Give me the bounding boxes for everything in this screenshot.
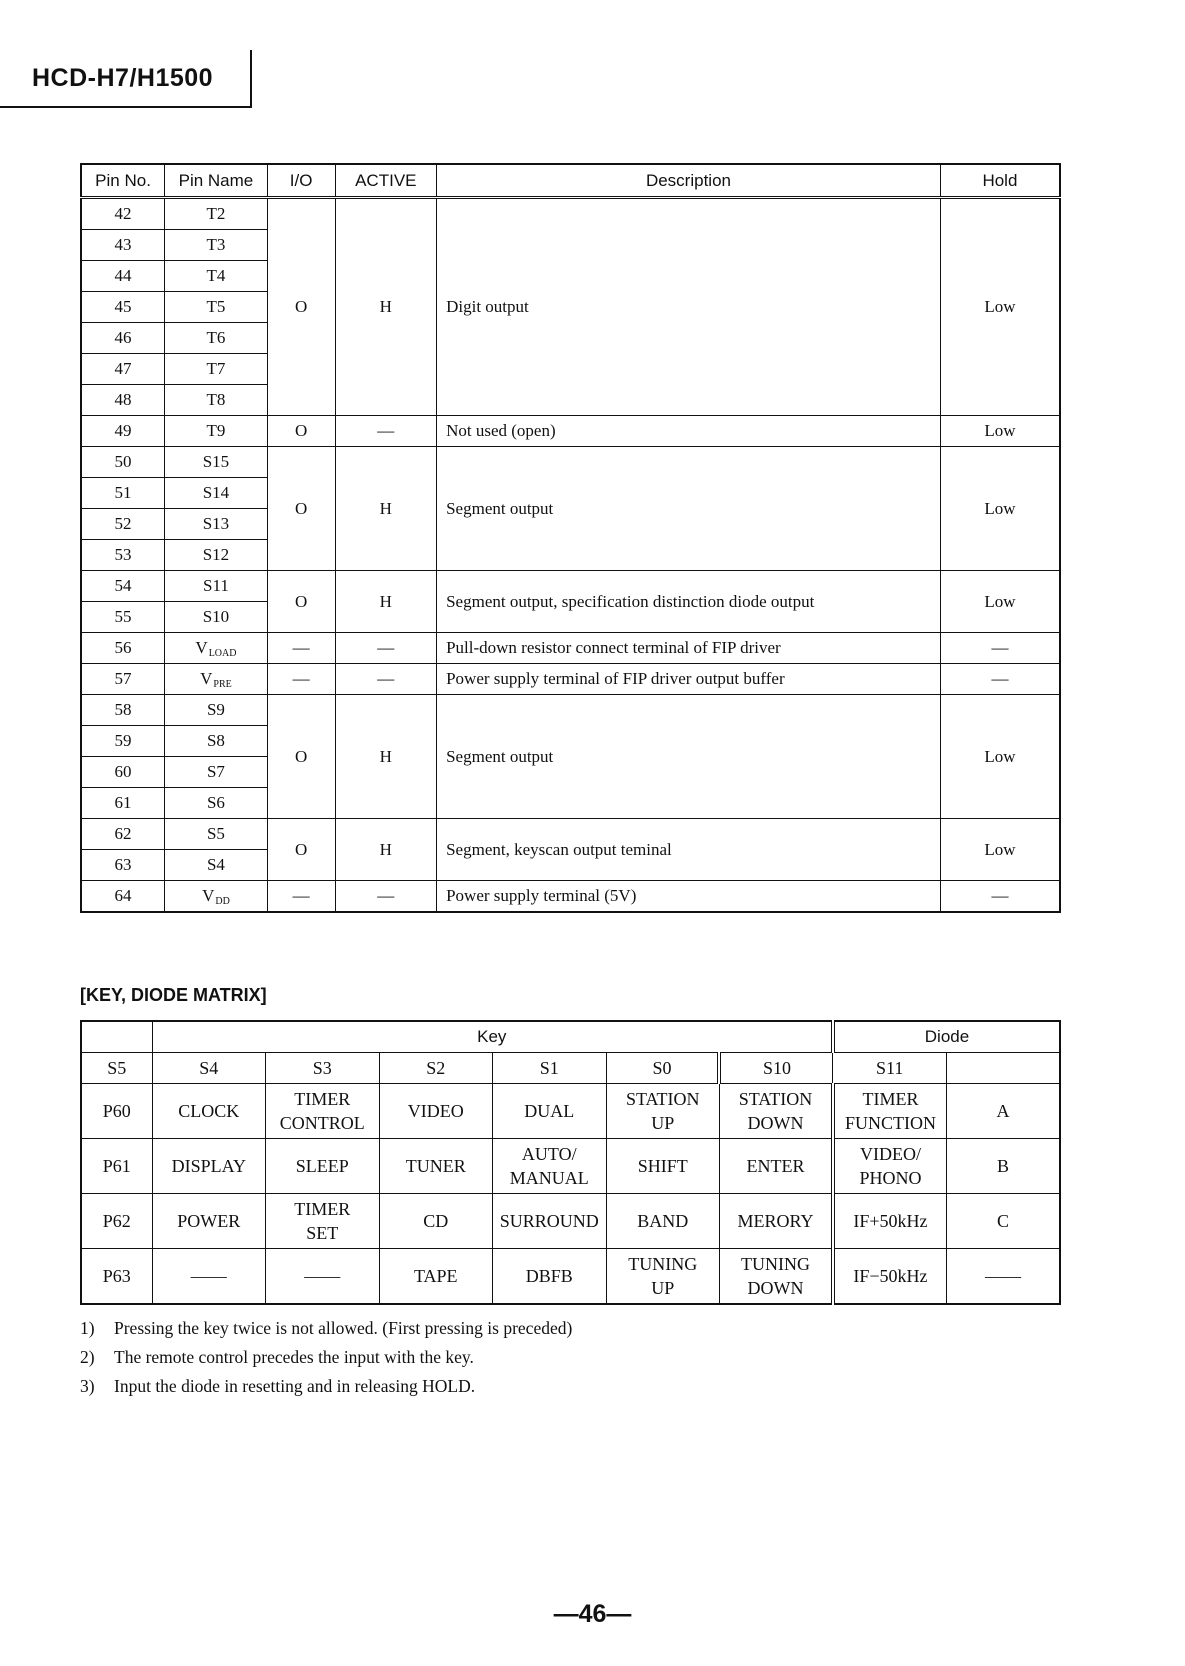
matrix-cell-line: SLEEP: [295, 1156, 349, 1176]
pin-name-text: S11: [203, 576, 229, 595]
matrix-cell: [493, 1139, 606, 1194]
matrix-heading: [KEY, DIODE MATRIX]: [80, 985, 267, 1005]
pin-name: [165, 354, 268, 385]
active-level: H: [335, 571, 437, 633]
matrix-cell-line: TUNER: [405, 1156, 466, 1176]
pin-name: [165, 292, 268, 323]
matrix-column-header: S2: [379, 1053, 492, 1084]
pin-name: [165, 633, 268, 664]
matrix-cell: [493, 1084, 606, 1139]
pin-name: [165, 819, 268, 850]
col-header-active: ACTIVE: [335, 164, 437, 198]
pin-number: 62: [81, 819, 165, 850]
table-row: [81, 664, 1060, 695]
matrix-cell-line: CLOCK: [178, 1101, 240, 1121]
pin-name: [165, 540, 268, 571]
active-level: —: [335, 416, 437, 447]
matrix-cell-line: TUNING: [740, 1254, 810, 1274]
pin-name-subscript: DD: [215, 895, 230, 907]
matrix-row: [81, 1139, 1060, 1194]
matrix-column-header: S3: [266, 1053, 379, 1084]
matrix-body: [81, 1053, 1060, 1305]
matrix-cell-line: PHONO: [859, 1168, 922, 1188]
matrix-cell-line: ——: [190, 1266, 227, 1286]
matrix-group-header-row: [81, 1021, 1060, 1053]
pin-number: 57: [81, 664, 165, 695]
matrix-cell-line: UP: [651, 1278, 675, 1298]
pin-name: [165, 788, 268, 819]
hold-state: —: [940, 664, 1060, 695]
table-row: [81, 819, 1060, 850]
pin-name: [165, 757, 268, 788]
pin-name: [165, 261, 268, 292]
pin-number: 42: [81, 198, 165, 230]
matrix-cell: [379, 1084, 492, 1139]
pin-name-text: S13: [202, 514, 230, 533]
note-item: [80, 1347, 572, 1376]
matrix-cell-line: STATION: [625, 1089, 700, 1109]
matrix-cell-line: TIMER: [862, 1089, 919, 1109]
matrix-cell-line: DISPLAY: [171, 1156, 246, 1176]
pin-number: 55: [81, 602, 165, 633]
matrix-column-header: S11: [833, 1053, 946, 1084]
matrix-cell: [833, 1249, 946, 1305]
matrix-cell-line: VIDEO/: [859, 1144, 921, 1164]
matrix-cell: [493, 1194, 606, 1249]
table-row: [81, 633, 1060, 664]
active-level: H: [335, 819, 437, 881]
matrix-cell: [152, 1139, 265, 1194]
pin-number: 48: [81, 385, 165, 416]
pin-number: 51: [81, 478, 165, 509]
matrix-cell-line: DBFB: [525, 1266, 573, 1286]
pin-name-text: V: [200, 668, 213, 688]
page-number: —46—: [553, 1600, 632, 1628]
matrix-port-label: P63: [81, 1249, 152, 1305]
matrix-cell: [152, 1084, 265, 1139]
header-rule-vertical: [250, 50, 252, 108]
matrix-cell-line: IF+50kHz: [853, 1211, 928, 1231]
model-title: HCD-H7/H1500: [32, 64, 214, 92]
pin-name: [165, 726, 268, 757]
hold-state: Low: [940, 695, 1060, 819]
matrix-cell: [946, 1084, 1060, 1139]
pin-name-text: S7: [206, 762, 225, 781]
matrix-cell: [266, 1249, 379, 1305]
note-text: Pressing the key twice is not allowed. (First pressing is preceded): [114, 1318, 573, 1338]
io-value: O: [267, 416, 335, 447]
note-item: [80, 1376, 572, 1405]
active-level: H: [335, 198, 437, 416]
notes-list: [80, 1318, 572, 1405]
active-level: —: [335, 664, 437, 695]
matrix-cell-line: CD: [423, 1211, 449, 1231]
pin-number: 43: [81, 230, 165, 261]
matrix-cell-line: CONTROL: [279, 1113, 365, 1133]
matrix-column-header: S4: [152, 1053, 265, 1084]
matrix-column-header: S1: [493, 1053, 606, 1084]
matrix-cell: [606, 1249, 719, 1305]
pin-name: [165, 881, 268, 913]
pin-description: Not used (open): [437, 416, 941, 447]
col-header-hold: Hold: [940, 164, 1060, 198]
pin-name: [165, 602, 268, 633]
pin-number: 63: [81, 850, 165, 881]
table-row: [81, 571, 1060, 602]
matrix-cell-line: DOWN: [747, 1278, 804, 1298]
pin-name: [165, 198, 268, 230]
pin-name-subscript: PRE: [213, 678, 232, 690]
matrix-cell-line: SET: [306, 1223, 339, 1243]
active-level: H: [335, 447, 437, 571]
matrix-cell-line: TIMER: [294, 1199, 351, 1219]
io-value: —: [267, 881, 335, 913]
matrix-cell: [606, 1194, 719, 1249]
matrix-cell: [833, 1139, 946, 1194]
matrix-cell: [152, 1194, 265, 1249]
io-value: O: [267, 198, 335, 416]
pin-number: 61: [81, 788, 165, 819]
pin-name-text: S6: [206, 793, 225, 812]
matrix-cell-line: DOWN: [747, 1113, 804, 1133]
io-value: O: [267, 819, 335, 881]
pin-description: Segment output: [437, 447, 941, 571]
matrix-cell: [833, 1194, 946, 1249]
matrix-column-header: S10: [719, 1053, 832, 1084]
table-row: [81, 416, 1060, 447]
col-header-pin-name: Pin Name: [165, 164, 268, 198]
pin-name-text: S4: [206, 855, 225, 874]
pin-name-text: T8: [206, 390, 226, 409]
matrix-cell: [606, 1084, 719, 1139]
pin-name-text: T4: [206, 266, 226, 285]
pin-description: Segment output, specification distinction diode output: [437, 571, 941, 633]
hold-state: Low: [940, 447, 1060, 571]
pin-name-text: T9: [206, 421, 226, 440]
hold-state: —: [940, 633, 1060, 664]
matrix-cell: [266, 1194, 379, 1249]
matrix-cell: [719, 1139, 832, 1194]
matrix-cell-line: ——: [984, 1266, 1021, 1286]
matrix-cell-line: STATION: [738, 1089, 813, 1109]
hold-state: —: [940, 881, 1060, 913]
pin-number: 49: [81, 416, 165, 447]
matrix-cell-line: ——: [304, 1266, 341, 1286]
pin-name-text: S15: [202, 452, 230, 471]
pin-name: [165, 230, 268, 261]
pin-table: [80, 163, 1061, 913]
pin-number: 54: [81, 571, 165, 602]
pin-number: 52: [81, 509, 165, 540]
pin-number: 45: [81, 292, 165, 323]
pin-description: Pull-down resistor connect terminal of FIP driver: [437, 633, 941, 664]
matrix-row: [81, 1249, 1060, 1305]
pin-table-body: [81, 198, 1060, 913]
pin-name: [165, 571, 268, 602]
pin-name-text: T3: [206, 235, 226, 254]
matrix-cell-line: MERORY: [737, 1211, 814, 1231]
matrix-column-header: S0: [606, 1053, 719, 1084]
pin-name: [165, 664, 268, 695]
matrix-cell: [946, 1139, 1060, 1194]
pin-name-text: S9: [206, 700, 225, 719]
matrix-corner-cell: [81, 1021, 152, 1053]
pin-name: [165, 385, 268, 416]
matrix-cell-line: TIMER: [294, 1089, 351, 1109]
pin-number: 47: [81, 354, 165, 385]
model-header: [0, 50, 252, 108]
matrix-cell: [606, 1139, 719, 1194]
matrix-cell: [946, 1249, 1060, 1305]
note-text: The remote control precedes the input with the key.: [114, 1347, 474, 1367]
matrix-cell-line: ENTER: [746, 1156, 805, 1176]
key-diode-matrix: [80, 1020, 1061, 1305]
hold-state: Low: [940, 416, 1060, 447]
pin-name-text: S12: [202, 545, 230, 564]
col-header-io: I/O: [267, 164, 335, 198]
note-text: Input the diode in resetting and in releasing HOLD.: [114, 1376, 476, 1396]
hold-state: Low: [940, 198, 1060, 416]
io-value: O: [267, 571, 335, 633]
matrix-cell-line: B: [996, 1156, 1009, 1176]
pin-number: 59: [81, 726, 165, 757]
pin-description: Power supply terminal of FIP driver output buffer: [437, 664, 941, 695]
pin-name-text: S8: [206, 731, 225, 750]
pin-number: 60: [81, 757, 165, 788]
matrix-row: [81, 1194, 1060, 1249]
matrix-cell-line: MANUAL: [509, 1168, 589, 1188]
pin-name: [165, 695, 268, 726]
pin-number: 56: [81, 633, 165, 664]
pin-name-text: T5: [206, 297, 226, 316]
pin-description: Digit output: [437, 198, 941, 416]
pin-number: 53: [81, 540, 165, 571]
pin-name-text: V: [202, 885, 215, 905]
col-header-description: Description: [437, 164, 941, 198]
matrix-cell: [379, 1249, 492, 1305]
matrix-cell-line: FUNCTION: [844, 1113, 936, 1133]
matrix-cell-line: DUAL: [524, 1101, 575, 1121]
matrix-cell: [719, 1084, 832, 1139]
pin-name-text: T6: [206, 328, 226, 347]
matrix-cell: [266, 1139, 379, 1194]
matrix-cell-line: VIDEO: [407, 1101, 464, 1121]
matrix-cell: [833, 1084, 946, 1139]
table-row: [81, 447, 1060, 478]
table-row: [81, 881, 1060, 913]
pin-name-subscript: LOAD: [208, 647, 237, 659]
matrix-row: [81, 1084, 1060, 1139]
matrix-column-header-row: [81, 1053, 1060, 1084]
pin-description: Segment output: [437, 695, 941, 819]
key-header: Key: [152, 1021, 833, 1053]
pin-description: Segment, keyscan output teminal: [437, 819, 941, 881]
matrix-cell-line: AUTO/: [521, 1144, 577, 1164]
io-value: —: [267, 664, 335, 695]
io-value: O: [267, 447, 335, 571]
matrix-cell: [719, 1194, 832, 1249]
matrix-cell-line: SURROUND: [499, 1211, 599, 1231]
matrix-cell: [719, 1249, 832, 1305]
note-item: [80, 1318, 572, 1347]
note-number: 1): [80, 1318, 95, 1338]
pin-table-header-row: [81, 164, 1060, 198]
matrix-cell-line: UP: [651, 1113, 675, 1133]
diode-header: Diode: [833, 1021, 1060, 1053]
note-number: 2): [80, 1347, 95, 1367]
matrix-cell-line: C: [996, 1211, 1009, 1231]
hold-state: Low: [940, 571, 1060, 633]
matrix-cell-line: BAND: [637, 1211, 689, 1231]
matrix-cell: [946, 1194, 1060, 1249]
active-level: H: [335, 695, 437, 819]
matrix-cell-line: TUNING: [628, 1254, 698, 1274]
pin-number: 46: [81, 323, 165, 354]
active-level: —: [335, 633, 437, 664]
matrix-port-label: P60: [81, 1084, 152, 1139]
matrix-cell: [266, 1084, 379, 1139]
note-number: 3): [80, 1376, 95, 1396]
table-row: [81, 695, 1060, 726]
matrix-cell-line: A: [996, 1101, 1010, 1121]
matrix-column-header: S5: [81, 1053, 152, 1084]
matrix-port-label: P62: [81, 1194, 152, 1249]
col-header-pin-no: Pin No.: [81, 164, 165, 198]
pin-name-text: S5: [206, 824, 225, 843]
active-level: —: [335, 881, 437, 913]
matrix-cell-line: TAPE: [413, 1266, 458, 1286]
pin-name-text: S10: [202, 607, 230, 626]
pin-name: [165, 850, 268, 881]
pin-name: [165, 509, 268, 540]
pin-description: Power supply terminal (5V): [437, 881, 941, 913]
pin-name-text: V: [195, 637, 208, 657]
table-row: [81, 198, 1060, 230]
pin-name-text: T2: [206, 204, 226, 223]
matrix-cell: [152, 1249, 265, 1305]
pin-name-text: T7: [206, 359, 226, 378]
io-value: —: [267, 633, 335, 664]
header-rule-horizontal: [0, 106, 252, 108]
pin-number: 50: [81, 447, 165, 478]
pin-name: [165, 323, 268, 354]
pin-name: [165, 447, 268, 478]
pin-number: 58: [81, 695, 165, 726]
matrix-cell: [379, 1194, 492, 1249]
matrix-cell-line: IF−50kHz: [853, 1266, 928, 1286]
pin-name-text: S14: [202, 483, 230, 502]
pin-name: [165, 478, 268, 509]
pin-name: [165, 416, 268, 447]
matrix-cell: [379, 1139, 492, 1194]
pin-number: 44: [81, 261, 165, 292]
pin-number: 64: [81, 881, 165, 913]
matrix-cell: [493, 1249, 606, 1305]
io-value: O: [267, 695, 335, 819]
matrix-port-label: P61: [81, 1139, 152, 1194]
matrix-cell-line: SHIFT: [637, 1156, 688, 1176]
matrix-cell-line: POWER: [177, 1211, 241, 1231]
hold-state: Low: [940, 819, 1060, 881]
